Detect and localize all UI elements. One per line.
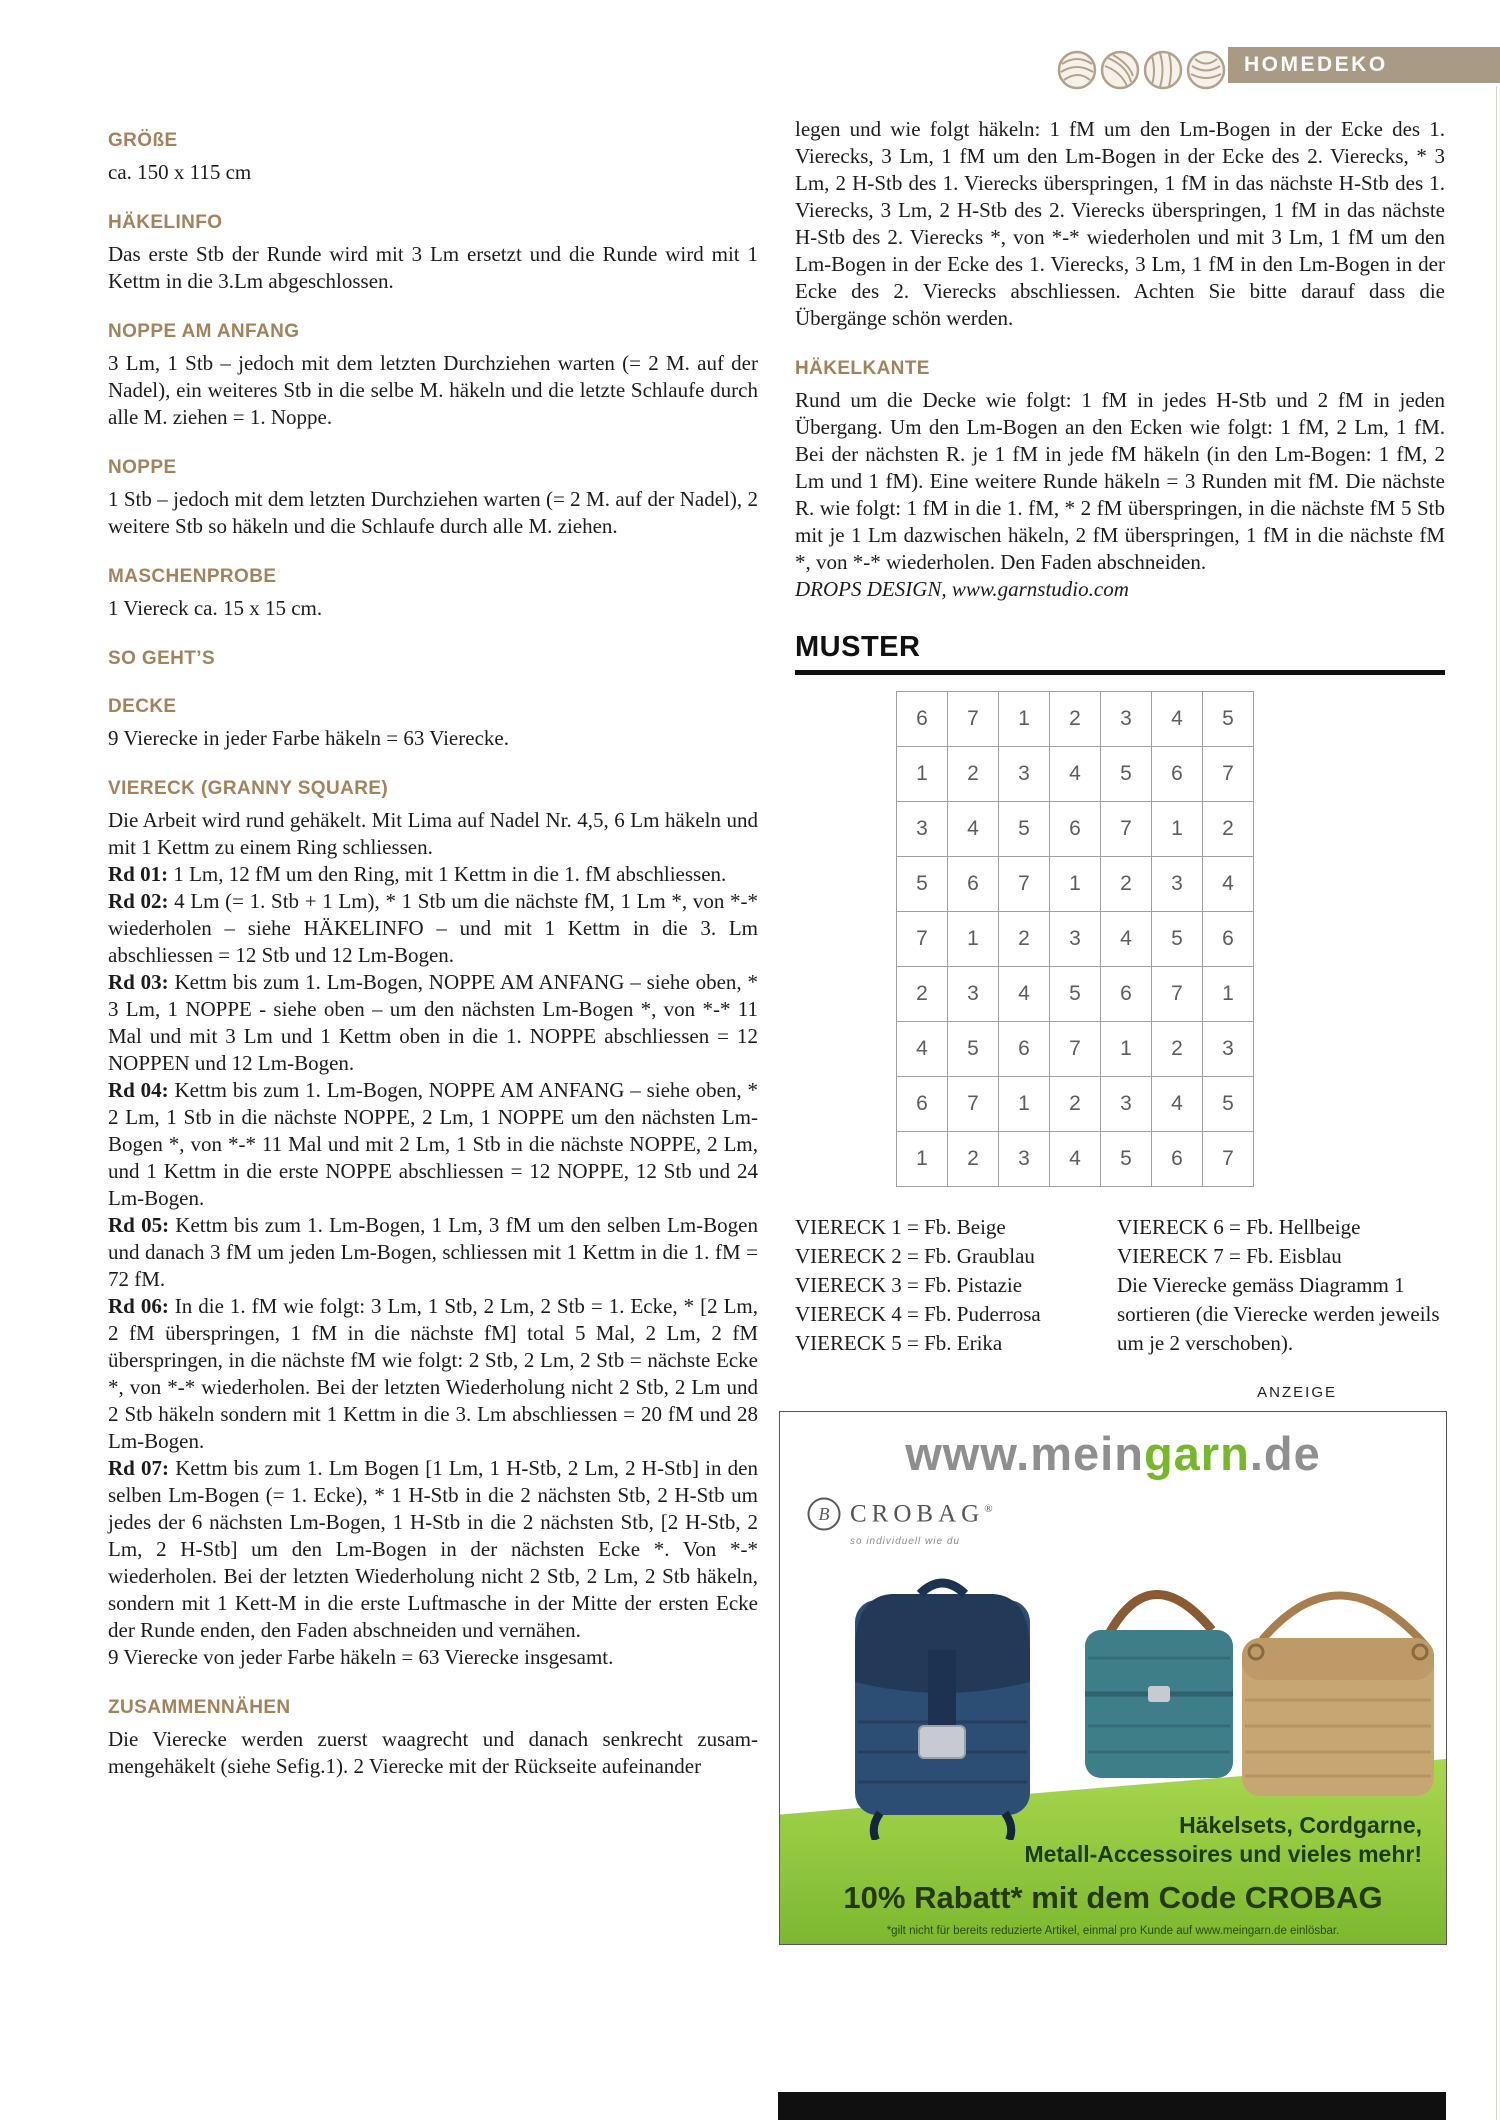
grid-cell: 3 (1152, 857, 1203, 912)
right-column-text (795, 116, 1445, 576)
grid-cell: 1 (999, 1077, 1050, 1132)
grid-cell: 6 (1203, 912, 1254, 967)
page-edge-line (1496, 86, 1497, 2120)
svg-text:B: B (818, 1504, 830, 1524)
grid-cell: 3 (1050, 912, 1101, 967)
grid-cell: 2 (948, 1132, 999, 1187)
grid-cell: 3 (999, 1132, 1050, 1187)
paragraph: legen und wie folgt häkeln: 1 fM um den Lm-Bogen in der Ecke des 1. Vierecks, 3 Lm, 1 fM um den Lm-Bogen in der Ecke des 2. Vierecks, * 3 Lm, 2 H-Stb des 1. Vierecks überspringen, 1 fM in das nächste H-Stb des 1. Vierecks, 3 Lm, 2 H-Stb des 2. Vierecks überspringen, 1 fM in das nächste H-Stb des 2. Vierecks *, von *-* wiederholen und mit 3 Lm, 1 fM um den Lm-Bogen in der Ecke des 1. Vierecks, 3 Lm, 1 fM in den Lm-Bogen in der Ecke des 2. Vierecks abschliessen. Achten Sie bitte darauf dass die Übergänge schön werden. (795, 117, 1445, 330)
grid-cell: 1 (1152, 802, 1203, 857)
grid-cell: 1 (1101, 1022, 1152, 1077)
paragraph: 9 Vierecke in jeder Farbe häkeln = 63 Vierecke. (108, 726, 509, 750)
ad-banner-fineprint: *gilt nicht für bereits reduzierte Artikel, einmal pro Kunde auf www.meingarn.de einlösbar. (886, 1925, 1340, 1937)
grid-cell: 3 (948, 967, 999, 1022)
paragraph: 1 Stb – jedoch mit dem letzten Durchziehen warten (= 2 M. auf der Nadel), 2 weitere Stb so häkeln und die Schlaufe durch alle M. ziehen. (108, 487, 758, 538)
crobag-brand-name: CROBAG® (850, 1500, 993, 1528)
grid-row (897, 857, 1254, 912)
grid-cell: 4 (1152, 692, 1203, 747)
grid-cell: 2 (1050, 692, 1101, 747)
ad-banner-offer: 10% Rabatt* mit dem Code CROBAG (843, 1880, 1383, 1915)
grid-cell: 4 (948, 802, 999, 857)
anzeige-label: ANZEIGE (1257, 1384, 1337, 1401)
grid-cell: 1 (897, 747, 948, 802)
paragraph: Das erste Stb der Runde wird mit 3 Lm ersetzt und die Runde wird mit 1 Kettm in die 3.Lm abgeschlossen. (108, 242, 758, 293)
ad-url (780, 1428, 1446, 1480)
paragraph: Die Vierecke werden zuerst waagrecht und danach senkrecht zusam-mengehäkelt (siehe Sefig.1). 2 Vierecke mit der Rückseite aufeinander (108, 1727, 758, 1778)
grid-cell: 5 (1101, 747, 1152, 802)
section-heading: ZUSAMMENNÄHEN (108, 1697, 291, 1718)
grid-cell: 1 (948, 912, 999, 967)
grid-cell: 2 (1152, 1022, 1203, 1077)
grid-cell: 4 (999, 967, 1050, 1022)
grid-cell: 6 (897, 692, 948, 747)
section-heading: NOPPE (108, 457, 177, 478)
grid-cell: 6 (1101, 967, 1152, 1022)
section-heading: NOPPE AM ANFANG (108, 321, 300, 342)
grid-cell: 7 (948, 692, 999, 747)
paragraph: Rd 06: In die 1. fM wie folgt: 3 Lm, 1 Stb, 2 Lm, 2 Stb = 1. Ecke, * [2 Lm, 2 fM überspringen, 1 fM in die nächste fM] total 5 Mal, 2 Lm, 2 fM überspringen, in die nächste fM wie folgt: 2 Stb, 2 Lm, 2 Stb = nächste Ecke *, von *-* wiederholen. Bei der letzten Wiederholung nicht 2 Stb, 2 Lm und 2 Stb häkeln sondern mit 1 Kettm in die 3. Lm abschliessen = 20 fM und 28 Lm-Bogen. (108, 1294, 758, 1453)
section-heading: MASCHENPROBE (108, 566, 277, 587)
paragraph: 3 Lm, 1 Stb – jedoch mit dem letzten Durchziehen warten (= 2 M. auf der Nadel), ein weiteres Stb in die selbe M. häkeln und die letzte Schlaufe durch alle M. ziehen = 1. Noppe. (108, 351, 758, 429)
grid-cell: 7 (1101, 802, 1152, 857)
grid-row (897, 692, 1254, 747)
crobag-logo-icon (806, 1496, 842, 1532)
grid-row (897, 802, 1254, 857)
grid-cell: 7 (999, 857, 1050, 912)
grid-cell: 4 (1050, 1132, 1101, 1187)
legend-item: VIERECK 4 = Fb. Puderrosa (795, 1302, 1041, 1326)
grid-cell: 5 (1203, 1077, 1254, 1132)
grid-cell: 4 (1203, 857, 1254, 912)
grid-cell: 7 (1203, 1132, 1254, 1187)
section-heading: GRÖßE (108, 130, 178, 151)
legend-item: VIERECK 6 = Fb. Hellbeige (1117, 1215, 1361, 1239)
yarn-ball-icons (1056, 48, 1228, 97)
grid-cell: 5 (1203, 692, 1254, 747)
grid-cell: 2 (1101, 857, 1152, 912)
grid-cell: 5 (1152, 912, 1203, 967)
grid-cell: 1 (999, 692, 1050, 747)
grid-cell: 4 (897, 1022, 948, 1077)
grid-row (897, 1132, 1254, 1187)
grid-cell: 3 (1203, 1022, 1254, 1077)
paragraph: Rd 03: Kettm bis zum 1. Lm-Bogen, NOPPE AM ANFANG – siehe oben, * 3 Lm, 1 NOPPE - siehe oben – um den nächsten Lm-Bogen *, von *-* 11 Mal und mit 3 Lm und 1 Kettm oben in die 1. NOPPE abschliessen = 12 NOPPEN und 12 Lm-Bogen. (108, 970, 758, 1075)
grid-cell: 2 (1050, 1077, 1101, 1132)
ad-banner-text (780, 1811, 1446, 1938)
legend-item: VIERECK 2 = Fb. Graublau (795, 1244, 1035, 1268)
grid-cell: 1 (897, 1132, 948, 1187)
yarn-ball-icon (1145, 52, 1181, 88)
ad-url-de: .de (1249, 1427, 1321, 1480)
grid-cell: 6 (948, 857, 999, 912)
grid-cell: 6 (1152, 747, 1203, 802)
grid-cell: 7 (948, 1077, 999, 1132)
paragraph: Die Arbeit wird rund gehäkelt. Mit Lima auf Nadel Nr. 4,5, 6 Lm häkeln und mit 1 Kettm zu einem Ring schliessen. (108, 808, 758, 859)
left-column (108, 130, 758, 1780)
paragraph: 1 Viereck ca. 15 x 15 cm. (108, 596, 323, 620)
grid-cell: 6 (1050, 802, 1101, 857)
advertisement (779, 1411, 1447, 1945)
grid-cell: 7 (1203, 747, 1254, 802)
section-heading: HÄKELKANTE (795, 358, 930, 379)
legend-item: VIERECK 3 = Fb. Pistazie (795, 1273, 1023, 1297)
grid-cell: 3 (1101, 1077, 1152, 1132)
bottom-black-bar (778, 2092, 1446, 2120)
paragraph: Rd 01: 1 Lm, 12 fM um den Ring, mit 1 Kettm in die 1. fM abschliessen. (108, 862, 727, 886)
legend-item: Die Vierecke gemäss Diagramm 1 sortieren (die Vierecke werden jeweils um je 2 verschoben). (1117, 1273, 1440, 1355)
paragraph: ca. 150 x 115 cm (108, 160, 252, 184)
grid-cell: 4 (1050, 747, 1101, 802)
paragraph: Rund um die Decke wie folgt: 1 fM in jedes H-Stb und 2 fM in jeden Übergang. Um den Lm-Bogen an den Ecken wie folgt: 1 fM, 2 Lm, 1 fM. Bei der nächsten R. je 1 fM in jede fM häkeln (in den Lm-Bogen: 1 fM, 2 Lm und 1 fM). Eine weitere Runde häkeln = 3 Runden mit fM. Die nächste R. wie folgt: 1 fM in die 1. fM, * 2 fM überspringen, in die nächste fM 5 Stb mit je 1 Lm dazwischen häkeln, 2 fM überspringen, 1 fM in die nächste fM *, von *-* wiederholen. Den Faden abschneiden. (795, 388, 1445, 574)
section-heading: DECKE (108, 696, 177, 717)
ad-url-mein: mein (1030, 1427, 1144, 1480)
paragraph: Rd 07: Kettm bis zum 1. Lm Bogen [1 Lm, 1 H-Stb, 2 Lm, 2 H-Stb] in den selben Lm-Bogen (= 1. Ecke), * 1 H-Stb in die 2 nächsten Stb, 2 H-Stb um jedes der 6 nächsten Lm-Bogen, 1 H-Stb in die 2 nächsten Stb, [2 H-Stb, 2 Lm, 2 H-Stb] um den Lm-Bogen in der nächsten Ecke *. Von *-* wiederholen. Bei der letzten Wiederholung nicht 2 Stb, 2 Lm, 2 Stb häkeln, sondern mit 1 Kett-M in die erste Luftmasche in der Mitte der ersten Ecke der Runde enden, den Faden abschneiden und vernähen. (108, 1456, 758, 1642)
muster-rule (795, 670, 1445, 675)
grid-cell: 5 (948, 1022, 999, 1077)
yarn-ball-icon (1102, 52, 1138, 88)
grid-row (897, 912, 1254, 967)
grid-cell: 3 (1101, 692, 1152, 747)
grid-cell: 7 (1050, 1022, 1101, 1077)
grid-row (897, 967, 1254, 1022)
grid-row (897, 747, 1254, 802)
section-header-title: HOMEDEKO (1244, 53, 1388, 76)
crossbody-bag-image (1085, 1594, 1233, 1778)
yarn-ball-icon (1059, 52, 1095, 88)
paragraph: 9 Vierecke von jeder Farbe häkeln = 63 Vierecke insgesamt. (108, 1645, 614, 1669)
ad-url-garn: garn (1143, 1427, 1250, 1480)
grid-cell: 4 (1152, 1077, 1203, 1132)
grid-row (897, 1022, 1254, 1077)
muster-heading: MUSTER (795, 631, 921, 663)
grid-cell: 3 (897, 802, 948, 857)
section-header-bar (1228, 47, 1500, 83)
grid-cell: 6 (897, 1077, 948, 1132)
pattern-grid (896, 691, 1254, 1187)
grid-cell: 5 (999, 802, 1050, 857)
grid-cell: 2 (948, 747, 999, 802)
grid-cell: 5 (1050, 967, 1101, 1022)
ad-url-www: www. (905, 1427, 1031, 1480)
grid-cell: 7 (1152, 967, 1203, 1022)
backpack-image (855, 1583, 1030, 1840)
legend-item: VIERECK 5 = Fb. Erika (795, 1331, 1003, 1355)
grid-cell: 1 (1203, 967, 1254, 1022)
paragraph: Rd 02: 4 Lm (= 1. Stb + 1 Lm), * 1 Stb um die nächste fM, 1 Lm *, von *-* wiederholen – siehe HÄKELINFO – und mit 1 Kettm in die 3. Lm abschliessen = 12 Stb und 12 Lm-Bogen. (108, 889, 758, 967)
legend-column-1 (795, 1213, 1117, 1358)
legend-item: VIERECK 1 = Fb. Beige (795, 1215, 1006, 1239)
legend-column-2 (1117, 1213, 1445, 1358)
color-legend (795, 1213, 1445, 1358)
right-column (795, 116, 1445, 1945)
grid-cell: 4 (1101, 912, 1152, 967)
product-bags-image (780, 1530, 1446, 1840)
section-heading: HÄKELINFO (108, 212, 223, 233)
grid-cell: 6 (1152, 1132, 1203, 1187)
paragraph: Rd 04: Kettm bis zum 1. Lm-Bogen, NOPPE AM ANFANG – siehe oben, * 2 Lm, 1 Stb in die nächste NOPPE, 2 Lm, 1 NOPPE um den nächsten Lm-Bogen *, von *-* 11 Mal und mit 2 Lm, 1 Stb in die nächste NOPPE, 2 Lm, und 1 Kettm in die erste NOPPE abschliessen = 12 NOPPE, 12 Stb und 24 Lm-Bogen. (108, 1078, 758, 1210)
grid-row (897, 1077, 1254, 1132)
grid-cell: 3 (999, 747, 1050, 802)
section-heading: SO GEHT’S (108, 648, 216, 669)
grid-cell: 1 (1050, 857, 1101, 912)
grid-cell: 2 (897, 967, 948, 1022)
crobag-tagline: so individuell wie du (850, 1536, 960, 1548)
shoulder-bag-image (1242, 1595, 1434, 1796)
pattern-grid-wrap (795, 691, 1445, 1187)
yarn-ball-icon (1188, 52, 1224, 88)
grid-cell: 2 (1203, 802, 1254, 857)
ad-banner-line2: Metall-Accessoires und vieles mehr! (1024, 1841, 1422, 1867)
grid-cell: 2 (999, 912, 1050, 967)
legend-item: VIERECK 7 = Fb. Eisblau (1117, 1244, 1342, 1268)
section-heading: VIERECK (GRANNY SQUARE) (108, 778, 389, 799)
grid-cell: 6 (999, 1022, 1050, 1077)
crobag-brand (806, 1496, 993, 1555)
grid-cell: 7 (897, 912, 948, 967)
paragraph: Rd 05: Kettm bis zum 1. Lm-Bogen, 1 Lm, 3 fM um den selben Lm-Bogen und danach 3 fM um jeden Lm-Bogen, schliessen mit 1 Kettm in die 1. fM = 72 fM. (108, 1213, 759, 1291)
ad-banner-line1: Häkelsets, Cordgarne, (1179, 1812, 1422, 1838)
grid-cell: 5 (897, 857, 948, 912)
grid-cell: 5 (1101, 1132, 1152, 1187)
designer-credit: DROPS DESIGN, www.garnstudio.com (795, 577, 1129, 601)
